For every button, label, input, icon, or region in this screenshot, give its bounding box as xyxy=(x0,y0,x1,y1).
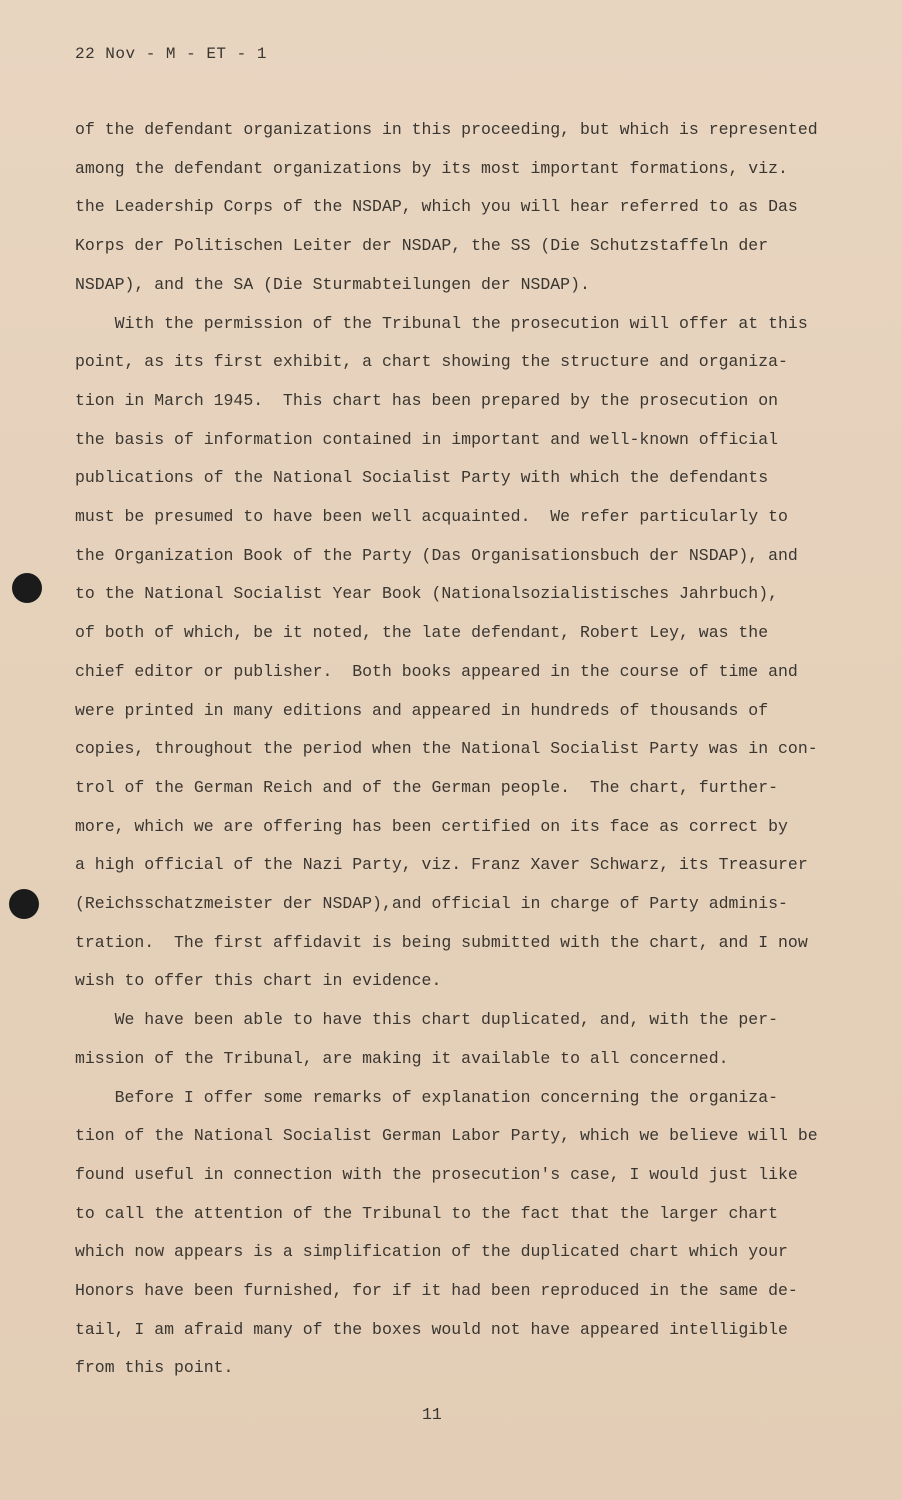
text-line: which now appears is a simplification of the duplicated chart which your xyxy=(75,1242,788,1262)
punch-hole-bottom xyxy=(9,889,39,919)
text-line: tail, I am afraid many of the boxes would not have appeared intelligible xyxy=(75,1319,788,1339)
text-line: wish to offer this chart in evidence. xyxy=(75,971,442,991)
text-line: Korps der Politischen Leiter der NSDAP, the SS (Die Schutzstaffeln der xyxy=(75,236,769,256)
text-line: Honors have been furnished, for if it had been reproduced in the same de- xyxy=(75,1281,798,1300)
page-number: 11 xyxy=(422,1405,442,1424)
text-line: of both of which, be it noted, the late defendant, Robert Ley, was the xyxy=(75,623,769,643)
text-line: of the defendant organizations in this proceeding, but which is represented xyxy=(75,120,818,139)
text-line: mission of the Tribunal, are making it available to all concerned. xyxy=(75,1048,729,1068)
text-line: Before I offer some remarks of explanation concerning the organiza- xyxy=(75,1087,779,1107)
text-line: copies, throughout the period when the National Socialist Party was in con- xyxy=(75,739,818,759)
text-line: more, which we are offering has been certified on its face as correct by xyxy=(75,816,788,836)
document-header: 22 Nov - M - ET - 1 xyxy=(75,45,267,63)
text-line: point, as its first exhibit, a chart showing the structure and organiza- xyxy=(75,352,788,372)
text-line: We have been able to have this chart duplicated, and, with the per- xyxy=(75,1010,779,1030)
text-line: found useful in connection with the prosecution's case, I would just like xyxy=(75,1164,798,1184)
text-line: were printed in many editions and appeared in hundreds of thousands of xyxy=(75,700,769,720)
text-line: from this point. xyxy=(75,1358,234,1378)
punch-hole-top xyxy=(12,573,42,603)
text-line: tion in March 1945. This chart has been prepared by the prosecution on xyxy=(75,390,779,410)
text-line: a high official of the Nazi Party, viz. Franz Xaver Schwarz, its Treasurer xyxy=(75,855,808,875)
text-line: (Reichsschatzmeister der NSDAP),and official in charge of Party adminis- xyxy=(75,894,788,913)
text-line: among the defendant organizations by its most important formations, viz. xyxy=(75,158,788,178)
text-line: tion of the National Socialist German Labor Party, which we believe will be xyxy=(75,1126,818,1146)
text-line: to the National Socialist Year Book (Nationalsozialistisches Jahrbuch), xyxy=(75,584,779,604)
text-line: the Leadership Corps of the NSDAP, which you will hear referred to as Das xyxy=(75,197,798,217)
text-line: the basis of information contained in important and well-known official xyxy=(75,429,779,449)
text-line: the Organization Book of the Party (Das Organisationsbuch der NSDAP), and xyxy=(75,545,798,565)
text-line: must be presumed to have been well acquainted. We refer particularly to xyxy=(75,507,788,526)
text-line: publications of the National Socialist Party with which the defendants xyxy=(75,468,769,488)
text-line: tration. The first affidavit is being submitted with the chart, and I now xyxy=(75,932,808,952)
text-line: trol of the German Reich and of the German people. The chart, further- xyxy=(75,777,779,797)
text-line: to call the attention of the Tribunal to the fact that the larger chart xyxy=(75,1203,779,1223)
text-line: NSDAP), and the SA (Die Sturmabteilungen der NSDAP). xyxy=(75,274,590,294)
text-line: chief editor or publisher. Both books appeared in the course of time and xyxy=(75,661,798,681)
text-line: With the permission of the Tribunal the prosecution will offer at this xyxy=(75,313,808,333)
